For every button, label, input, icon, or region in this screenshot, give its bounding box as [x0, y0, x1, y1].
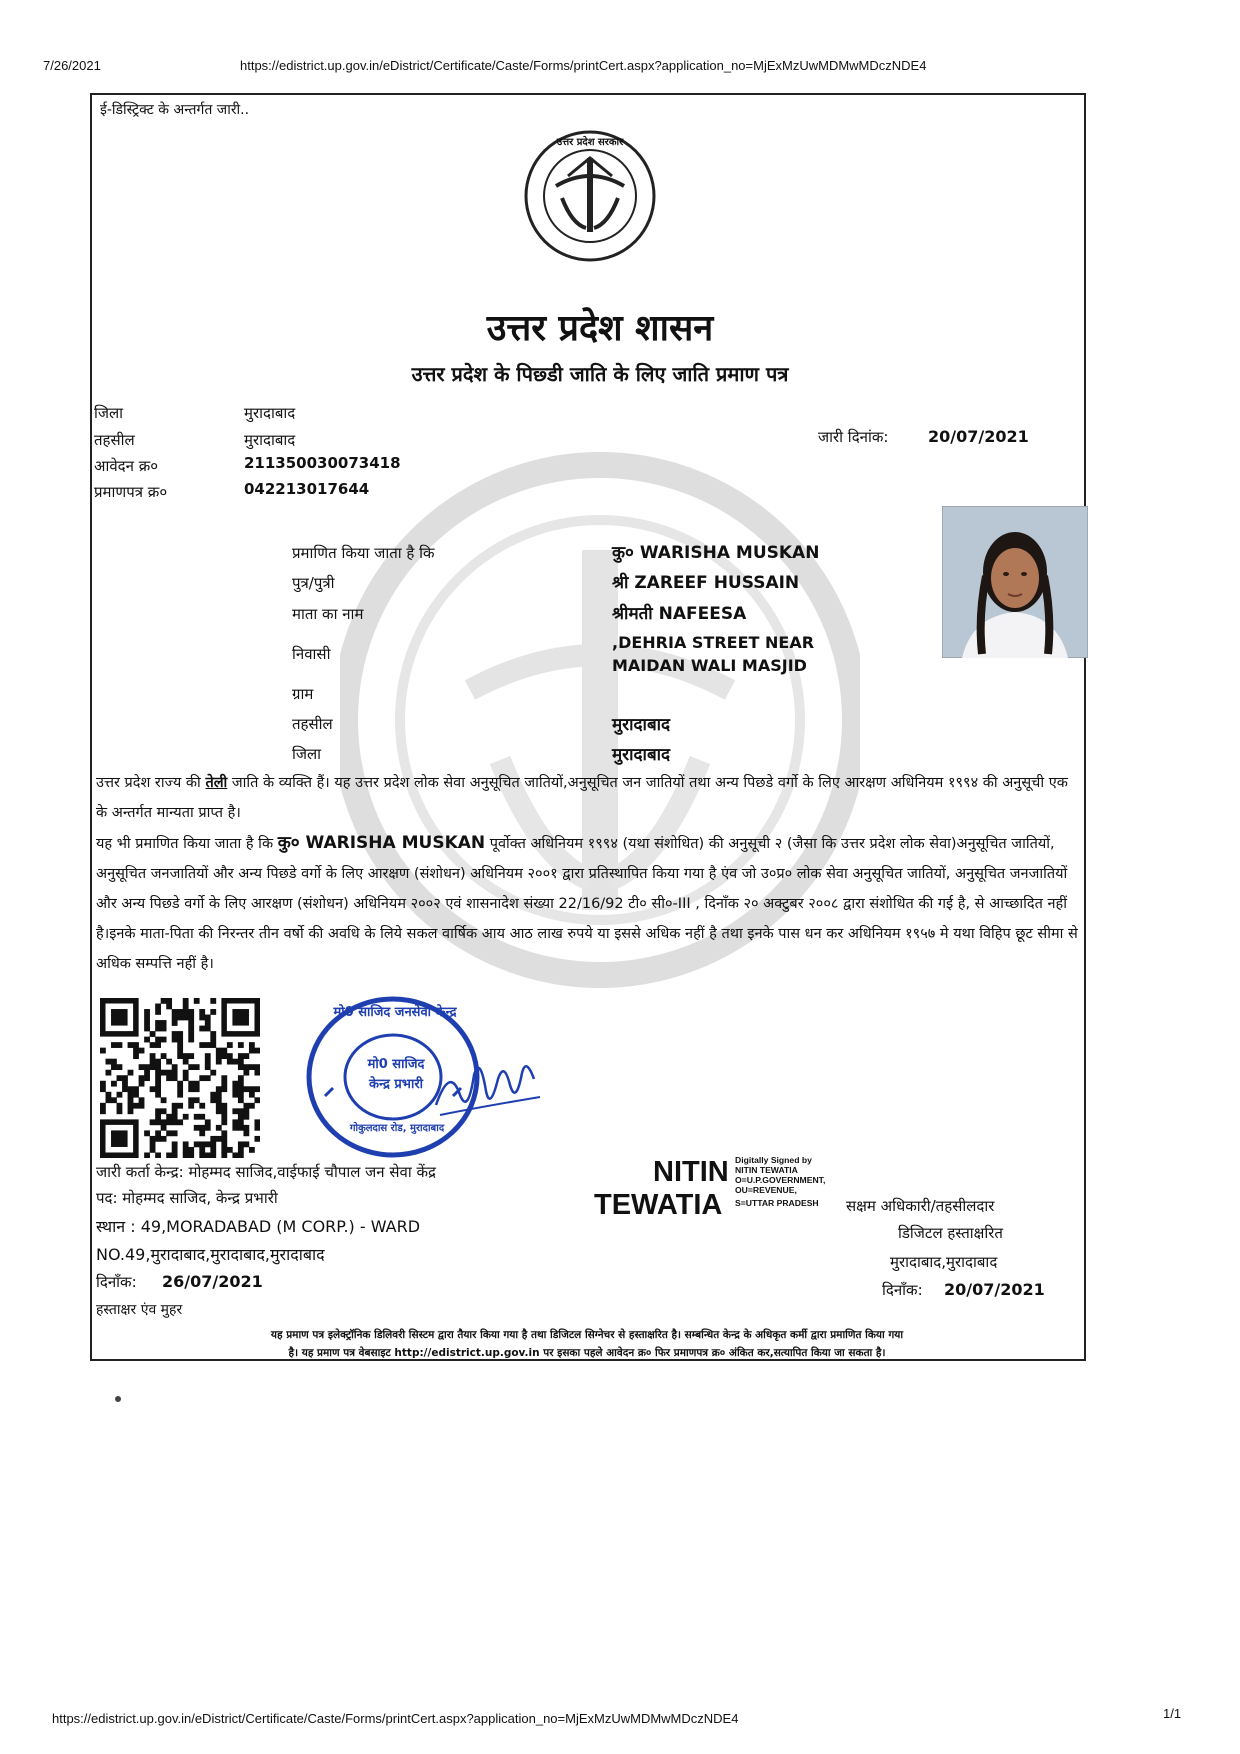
sign-seal-label: हस्ताक्षर एंव मुहर	[96, 1302, 183, 1318]
creamy-paragraph-start: यह भी प्रमाणित किया जाता है कि	[96, 836, 278, 852]
issuer-place-1: स्थान : 49,MORADABAD (M CORP.) - WARD	[96, 1217, 421, 1236]
meta-tehsil-label: तहसील	[94, 431, 135, 449]
detail-label-certified: प्रमाणित किया जाता है कि	[292, 544, 435, 562]
meta-application-value: 211350030073418	[244, 454, 401, 472]
issuer-place-2: NO.49,मुरादाबाद,मुरादाबाद,मुरादाबाद	[96, 1245, 325, 1264]
meta-certificate-value: 042213017644	[244, 480, 370, 498]
officer-title: सक्षम अधिकारी/तहसीलदार	[846, 1197, 995, 1215]
certificate-title: उत्तर प्रदेश शासन	[486, 308, 714, 349]
digital-signer-last-name: TEWATIA	[594, 1189, 723, 1221]
handwritten-signature	[430, 1045, 550, 1125]
caste-paragraph-rest: जाति के व्यक्ति हैं। यह उत्तर प्रदेश लोक सेवा अनुसूचित जातियों,अनुसूचित जन जातियों तथा अन्य पिछडे वर्गो के लिए आरक्षण अधिनियम १९९४ की अनुसूची एक के अन्तर्गत मान्यता प्राप्त है।	[96, 775, 1068, 821]
issue-date-label: जारी दिनांक:	[818, 428, 889, 446]
issuer-post: पद: मोहम्मद साजिद, केन्द्र प्रभारी	[96, 1189, 278, 1207]
certificate-subtitle: उत्तर प्रदेश के पिछ्डी जाति के लिए जाति प्रमाण पत्र	[411, 362, 789, 386]
detail-label-tehsil: तहसील	[292, 715, 333, 733]
emblem-text: उत्तर प्रदेश सरकार	[556, 137, 624, 148]
up-emblem-icon	[522, 128, 658, 264]
ds-line-5: S=UTTAR PRADESH	[735, 1198, 819, 1208]
caste-paragraph-start: उत्तर प्रदेश राज्य की	[96, 775, 206, 791]
issuer-centre: जारी कर्ता केन्द्र: मोहम्मद साजिद,वाईफाई चौपाल जन सेवा केंद्र	[96, 1163, 437, 1181]
meta-district-value: मुरादाबाद	[244, 404, 296, 422]
creamy-layer-paragraph	[96, 828, 1078, 979]
detail-label-resident: निवासी	[292, 645, 331, 663]
detail-value-father: श्री ZAREEF HUSSAIN	[612, 573, 800, 593]
stamp-inner-text-1: मो0 साजिद	[367, 1057, 425, 1072]
detail-label-village: ग्राम	[292, 685, 314, 703]
print-date: 7/26/2021	[43, 58, 101, 73]
meta-tehsil-value: मुरादाबाद	[244, 431, 296, 449]
detail-value-name: कु० WARISHA MUSKAN	[612, 543, 820, 563]
ds-line-3: O=U.P.GOVERNMENT,	[735, 1175, 826, 1185]
officer-place: मुरादाबाद,मुरादाबाद	[890, 1253, 998, 1271]
caste-paragraph	[96, 768, 1078, 828]
page-url-top[interactable]: https://edistrict.up.gov.in/eDistrict/Certificate/Caste/Forms/printCert.aspx?application_no=MjExMzUwMDMwMDczNDE4	[240, 58, 927, 73]
digital-signer-first-name: NITIN	[653, 1156, 729, 1188]
officer-date-label: दिनाँक:	[882, 1281, 923, 1299]
meta-application-label: आवेदन क्र०	[94, 457, 159, 475]
meta-district-label: जिला	[94, 404, 124, 422]
officer-date: 20/07/2021	[944, 1280, 1045, 1299]
detail-value-tehsil: मुरादाबाद	[612, 715, 671, 735]
caste-name: तेली	[205, 775, 228, 791]
creamy-paragraph-name: कु० WARISHA MUSKAN	[277, 833, 486, 853]
stamp-bottom-text: गोकुलदास रोड, मुरादाबाद	[349, 1123, 445, 1134]
ds-line-1: Digitally Signed by	[735, 1155, 812, 1165]
detail-value-mother: श्रीमती NAFEESA	[612, 604, 747, 624]
page-count: 1/1	[1163, 1706, 1182, 1721]
issuer-date: 26/07/2021	[162, 1272, 263, 1291]
meta-certificate-label: प्रमाणपत्र क्र०	[94, 483, 168, 501]
digital-sign-label: डिजिटल हस्ताक्षरित	[898, 1224, 1003, 1242]
detail-label-district: जिला	[292, 745, 322, 763]
applicant-photo	[942, 506, 1088, 658]
detail-value-district: मुरादाबाद	[612, 745, 671, 765]
issued-under-text: ई-डिस्ट्रिक्ट के अन्तर्गत जारी..	[100, 102, 250, 118]
stamp-outer-text: मो0 साजिद जनसेवा केन्द्र	[333, 1005, 457, 1020]
creamy-paragraph-rest: पूर्वोक्त अधिनियम १९९४ (यथा संशोधित) की अनुसूची २ (जैसा कि उत्तर प्रदेश लोक सेवा)अनुसूचित जातियों, अनुसूचित जनजातियों और अन्य पिछडे वर्गो के लिए आरक्षण (संशोधन) अधिनियम २००१ द्वारा प्रतिस्थापित किया गया है एंव जो उ०प्र० लोक सेवा अनुसूचित जातियों, अनुसूचित जनजातियों और अन्य पिछडे वर्गो के लिए आरक्षण (संशोधन) अधिनियम २००२ एवं शासनादेश संख्या 22/16/92 टी० सी०-III , दिनाँक २० अक्टुबर २००८ द्वारा संशोधित की गई है, से आच्छादित नहीं है।इनके माता-पिता की निरन्तर तीन वर्षो की अवधि के लिये सकल वार्षिक आय आठ लाख रुपये या इससे अधिक नहीं है तथा इनके पास धन कर अधिनियम १९५७ मे यथा विहिप छूट सीमा से अधिक सम्पत्ति नहीं है।	[96, 836, 1078, 972]
ink-dot	[115, 1396, 121, 1402]
page-url-bottom[interactable]: https://edistrict.up.gov.in/eDistrict/Certificate/Caste/Forms/printCert.aspx?application_no=MjExMzUwMDMwMDczNDE4	[52, 1711, 739, 1726]
stamp-inner-text-2: केन्द्र प्रभारी	[368, 1077, 424, 1092]
detail-label-child-of: पुत्र/पुत्री	[292, 574, 335, 592]
verification-note-2: है। यह प्रमाण पत्र वेबसाइट http://edistrict.up.gov.in पर इसका पहले आवेदन क्र० फिर प्रमाणपत्र क्र० अंकित कर,सत्यापित किया जा सकता है।	[288, 1347, 886, 1359]
ds-line-2: NITIN TEWATIA	[735, 1165, 798, 1175]
issuer-date-label: दिनाँक:	[96, 1273, 137, 1291]
issue-date: 20/07/2021	[928, 427, 1029, 446]
ds-line-4: OU=REVENUE,	[735, 1185, 797, 1195]
detail-value-address: ,DEHRIA STREET NEAR MAIDAN WALI MASJID	[612, 633, 815, 675]
qr-code[interactable]	[100, 998, 260, 1158]
detail-label-mother: माता का नाम	[292, 605, 364, 623]
verification-note-1: यह प्रमाण पत्र इलेक्ट्रॉनिक डिलिवरी सिस्टम द्वारा तैयार किया गया है तथा डिजिटल सिग्नेचर से हस्ताक्षरित है। सम्बन्धित केन्द्र के अधिकृत कर्मी द्वारा प्रमाणित किया गया	[270, 1329, 904, 1341]
